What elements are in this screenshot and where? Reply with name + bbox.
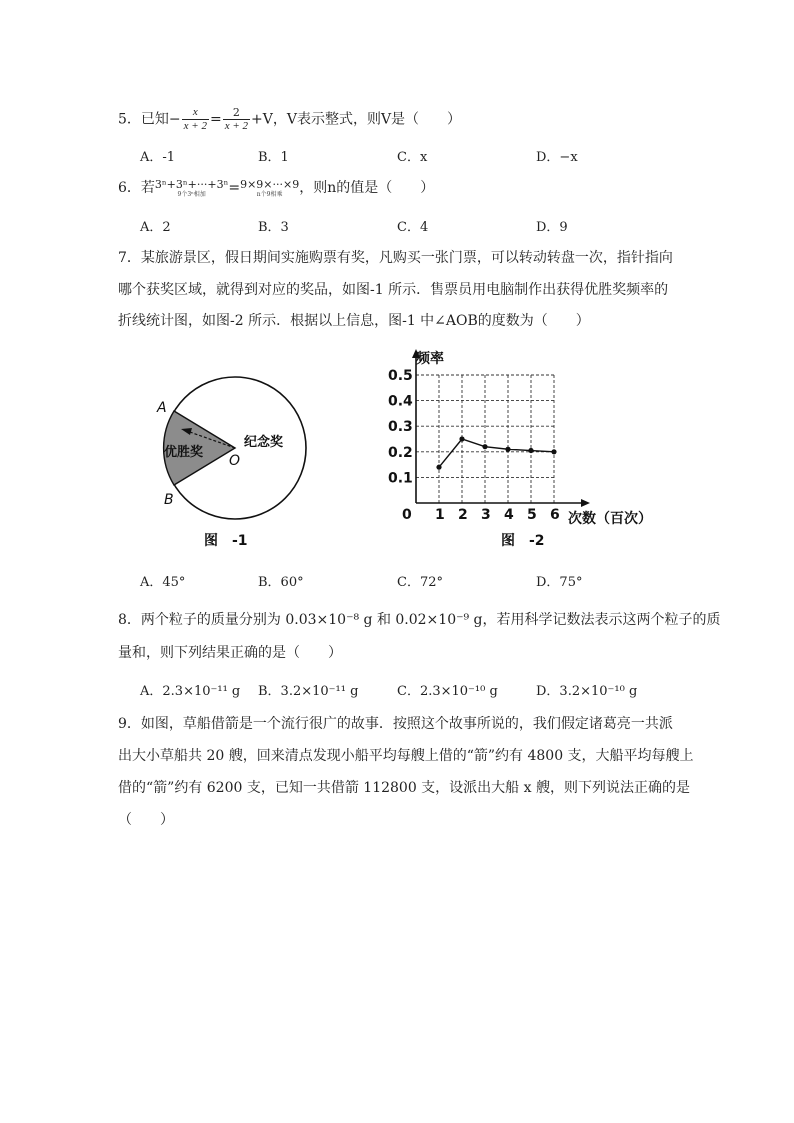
q8-option-c[interactable]: C．2.3×10⁻¹⁰ g <box>397 684 498 699</box>
q7-option-c[interactable]: C．72° <box>397 575 443 590</box>
y-tick-label: 0.1 <box>388 470 413 487</box>
question-6: 6．若 3ⁿ+3ⁿ+···+3ⁿ 9个3ⁿ相加 = 9×9×···×9 n个9相乘 ，则n的值是（ ） <box>118 178 435 198</box>
q5-option-b[interactable]: B．1 <box>258 150 289 165</box>
label-a: A <box>157 400 167 416</box>
data-point <box>482 444 487 449</box>
q6-option-d[interactable]: D．9 <box>536 220 568 235</box>
figure-2-caption: 图 -2 <box>501 533 545 549</box>
data-point <box>528 448 533 453</box>
figure-1-caption: 图 -1 <box>204 533 248 549</box>
series-line <box>439 439 554 467</box>
data-point <box>505 447 510 452</box>
q5-option-d[interactable]: D．−x <box>536 150 578 165</box>
question-8-line-2: 量和，则下列结果正确的是（ ） <box>118 645 342 661</box>
y-tick-label: 0.2 <box>388 444 413 461</box>
chart-series <box>436 436 556 469</box>
q7-option-d[interactable]: D．75° <box>536 575 583 590</box>
y-tick-label: 0.3 <box>388 419 413 436</box>
y-tick-label: 0.4 <box>388 393 413 410</box>
question-7-line-1: 7．某旅游景区，假日期间实施购票有奖，凡购买一张门票，可以转动转盘一次，指针指向 <box>118 250 673 266</box>
x-tick-label: 2 <box>458 507 468 523</box>
q5-fraction-2: $\frac{2}{x + 2}$ <box>224 106 248 132</box>
q5-option-a[interactable]: A．-1 <box>140 150 176 165</box>
x-tick-label: 5 <box>527 507 537 523</box>
data-point <box>436 465 441 470</box>
q8-option-b[interactable]: B．3.2×10⁻¹¹ g <box>258 684 359 699</box>
origin-label: 0 <box>402 507 412 523</box>
q6-option-a[interactable]: A．2 <box>140 220 171 235</box>
q8-option-d[interactable]: D．3.2×10⁻¹⁰ g <box>536 684 638 699</box>
label-o: O <box>229 453 241 469</box>
question-9-line-1: 9．如图，草船借箭是一个流行很广的故事．按照这个故事所说的，我们假定诸葛亮一共派 <box>118 716 673 732</box>
x-axis-arrow-icon <box>581 499 590 507</box>
data-point <box>459 436 464 441</box>
question-9-line-3: 借的“箭”约有 6200 支，已知一共借箭 112800 支，设派出大船 x 艘，则下列说法正确的是 <box>118 780 690 796</box>
y-axis-title: 频率 <box>416 351 444 367</box>
x-tick-label: 3 <box>481 507 491 523</box>
label-b: B <box>164 492 174 508</box>
rest-label: 纪念奖 <box>244 435 284 450</box>
q7-option-a[interactable]: A．45° <box>140 575 186 590</box>
q7-option-b[interactable]: B．60° <box>258 575 304 590</box>
x-tick-label: 1 <box>435 507 445 523</box>
figure-1-spinner <box>140 368 330 553</box>
q5-option-c[interactable]: C．x <box>397 150 428 165</box>
q8-option-a[interactable]: A．2.3×10⁻¹¹ g <box>140 684 241 699</box>
q6-option-c[interactable]: C．4 <box>397 220 429 235</box>
question-9-line-2: 出大小草船共 20 艘，回来清点发现小船平均每艘上借的“箭”约有 4800 支，大船平均每艘上 <box>118 748 694 764</box>
q6-lhs-expression: 3ⁿ+3ⁿ+···+3ⁿ 9个3ⁿ相加 <box>154 178 229 198</box>
question-9-line-4: （ ） <box>118 812 174 828</box>
chart-grid <box>416 375 554 503</box>
question-8-line-1: 8．两个粒子的质量分别为 0.03×10⁻⁸ g 和 0.02×10⁻⁹ g，若用科学记数法表示这两个粒子的质 <box>118 612 721 628</box>
sector-label: 优胜奖 <box>164 445 204 460</box>
figure-2-line-chart <box>380 345 680 555</box>
q6-option-b[interactable]: B．3 <box>258 220 289 235</box>
q5-suffix: +V，V表示整式，则V是（ ） <box>251 111 462 128</box>
x-axis-title: 次数（百次） <box>568 511 652 527</box>
question-7-line-2: 哪个获奖区域，就得到对应的奖品，如图-1 所示．售票员用电脑制作出获得优胜奖频率的 <box>118 282 669 298</box>
q5-fraction-1: $\frac{x}{x + 2}$ <box>183 106 207 132</box>
y-tick-label: 0.5 <box>388 368 413 384</box>
q5-prefix: 5．已知− <box>118 111 181 128</box>
question-7-line-3: 折线统计图，如图-2 所示．根据以上信息，图-1 中∠AOB的度数为（ ） <box>118 313 590 329</box>
question-5: 5．已知− $\frac{x}{x + 2}$ = $\frac{2}{x + 2}$ +V，V表示整式，则V是（ ） <box>118 106 462 132</box>
x-tick-label: 6 <box>550 507 560 523</box>
chart-ticks <box>388 368 560 523</box>
x-tick-label: 4 <box>504 507 514 523</box>
q6-rhs-expression: 9×9×···×9 n个9相乘 <box>240 178 300 198</box>
data-point <box>551 449 556 454</box>
